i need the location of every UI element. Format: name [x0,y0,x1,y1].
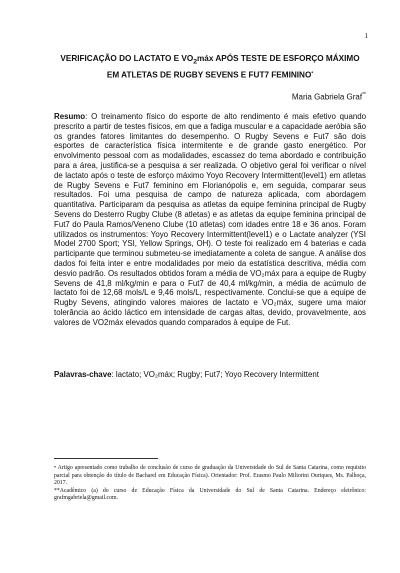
keywords-label: Palavras-chave [54,370,112,379]
title-footnote-marker: • [311,69,314,76]
footnotes [54,465,366,503]
author-footnote-marker: ** [362,92,366,98]
paper-title [60,53,360,80]
abstract-text: : O treinamento físico do esporte de alto rendimento é mais efetivo quando prescrito a partir de testes físicos, em que a fadiga muscular e a capacidade aeróbia são os grandes fatores limitantes do desempenho. O Rugby Sevens e Fut7 são dois esportes de característica física intermitente e de grande gasto energético. Por envolvimento pessoal com as modalidades, escassez do tema abordado e contribuição para a área, justifica-se a pesquisa a ser realizada. O objetivo geral foi verificar o nível de lactato após o teste de esforço máximo Yoyo Recovery Intermittent(level1) em atletas de Rugby Sevens e Fut7 feminino em Florianópolis e, em seguida, comparar seus resultados. Foi uma pesquisa de campo de natureza aplicada, com abordagem quantitativa. Participaram da pesquisa as atletas da equipe feminina principal de Rugby Sevens do Desterro Rugby Clube (8 atletas) e as atletas da equipe feminina principal de Fut7 do Paula Ramos/Veneno Clube (10 atletas) com idades entre 18 e 36 anos. Foram utilizados os instrumentos: Yoyo Recovery Intermittent(level1) e o Lactate analyzer (YSI Model 2700 Sport; YSI, Yellow Springs, OH). O teste foi realizado em 4 baterias e cada participante que terminou submeteu-se imediatamente a coleta de sangue. A análise dos dados foi feita inter e entre modalidades por meio da estatística descritiva, média com desvio padrão. Os resultados obtidos foram a média de VO₂máx para a equipe de Rugby Sevens de 41,8 ml/kg/min e para o Fut7 de 40,4 ml/kg/min, a média de acúmulo de lactato foi de 12,68 mols/L e 9,46 mols/L, respectivamente. Conclui-se que a equipe de Rugby Sevens, atingindo valores maiores de lactato e VO₂máx, sugere uma maior tolerância ao ácido láctico em intensidade de cargas altas, devido, provavelmente, aos valores de VO2máx elevados quando comparados à equipe de Fut. [54,112,366,327]
footnote-item: • Artigo apresentado como trabalho de conclusão de curso de graduação da Universidade do Sul de Santa Catarina, como requisito parcial para obtenção do título de Bacharel em Educação Física). Orientador: Prof. Erasmo Paulo Miliorini Ouriques, Ms. Palhoça, 2017. [54,465,366,487]
title-line1-sub: 2 [193,58,198,66]
keywords-paragraph [54,370,366,380]
title-line2: EM ATLETAS DE RUGBY SEVENS E FUT7 FEMININO [106,70,312,80]
title-line1-b: máx APÓS TESTE DE ESFORÇO MÁXIMO [197,54,360,63]
author-name: Maria Gabriela Graf [291,92,363,102]
title-line1-a: VERIFICAÇÃO DO LACTATO E VO [60,54,194,63]
abstract-paragraph [54,112,366,328]
author-line [292,92,366,102]
abstract-label: Resumo [54,112,86,121]
footnote-divider [54,458,158,459]
keywords-text: : lactato; VO₂máx; Rugby; Fut7; Yoyo Recovery Intermittent [111,370,319,379]
page-number: 1 [364,32,368,40]
footnote-item: **Acadêmico (a) do curso de Educação Física da Universidade do Sul de Santa Catarina. Endereço eletrônico: grafmgabriela@gmail.com. [54,487,366,502]
